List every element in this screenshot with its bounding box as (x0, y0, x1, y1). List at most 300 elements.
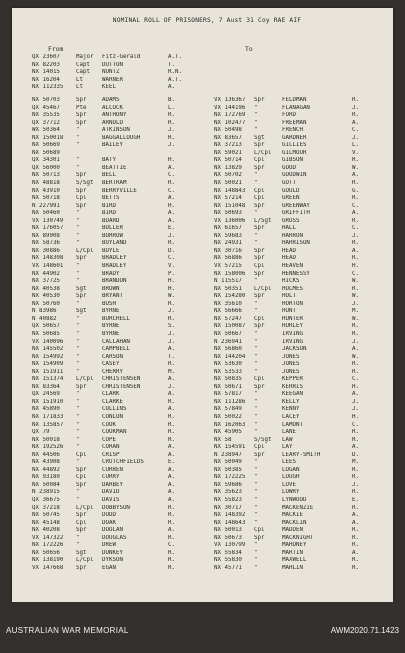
rank: " (254, 504, 258, 511)
roll-entry (32, 452, 190, 460)
surname: MAXWELL (282, 557, 307, 564)
initials: E. (352, 496, 359, 503)
initials: J. (168, 127, 175, 134)
service-number: NX 50703 (32, 97, 60, 103)
surname: BYRNE (102, 323, 120, 330)
roll-entry (32, 157, 190, 165)
rank: " (254, 346, 258, 353)
service-number: NX 151911 (32, 368, 64, 375)
rank: Spr (254, 293, 265, 300)
roll-entry (214, 406, 374, 414)
surname: GOODWIN (282, 172, 307, 179)
surname: CALLAHAN (102, 338, 130, 345)
roll-entry (32, 361, 190, 369)
surname: MACKLIN (282, 519, 307, 526)
roll-entry (32, 69, 190, 77)
service-number: NX 44506 (32, 451, 60, 458)
surname: HENNESSY (282, 270, 310, 277)
surname: KELLY (282, 398, 300, 405)
initials: J. (352, 104, 359, 111)
initials: L. (168, 104, 175, 111)
initials: R. (352, 330, 359, 337)
service-number: VX 147668 (32, 564, 64, 571)
initials: C. (352, 421, 359, 428)
roll-entry (32, 286, 190, 294)
service-number: NX 50013 (214, 527, 242, 534)
initials: C. (352, 202, 359, 209)
rank: Lt (76, 84, 83, 91)
surname: MARTIN (282, 549, 303, 556)
roll-entry (214, 482, 374, 490)
service-number: NX 150087 (214, 323, 246, 330)
surname: HARRON (282, 232, 303, 239)
initials: R. (352, 429, 359, 436)
from-prisoner-list (32, 97, 190, 572)
surname: KERRIS (282, 383, 303, 390)
roll-entry (32, 301, 190, 309)
surname: GOTT (282, 180, 296, 187)
service-number: NX 50693 (214, 210, 242, 217)
rank: " (254, 338, 258, 345)
service-number: NX 61657 (214, 225, 242, 232)
service-number: NX 48818 (32, 180, 60, 187)
roll-entry (214, 346, 374, 354)
initials: A. (168, 496, 175, 503)
rank: " (254, 180, 258, 187)
roll-entry (32, 422, 190, 430)
roll-entry (32, 127, 190, 135)
rank: Spr (254, 323, 265, 330)
initials: J. (352, 338, 359, 345)
surname: MACKIE (282, 512, 303, 519)
surname: DARBEY (102, 481, 123, 488)
initials: D. (352, 451, 359, 458)
rank: " (254, 429, 258, 436)
initials: M. (352, 459, 359, 466)
rank: " (76, 368, 80, 375)
surname: CONLON (102, 413, 123, 420)
initials: H. (168, 278, 175, 285)
rank: Lt (76, 76, 83, 83)
rank: Spr (254, 247, 265, 254)
rank: Spr (76, 119, 87, 126)
rank: " (254, 459, 258, 466)
service-number: NX 50021 (214, 180, 242, 187)
rank: " (76, 413, 80, 420)
rank: " (76, 361, 80, 368)
rank: " (76, 142, 80, 149)
initials: R. (168, 534, 175, 541)
roll-entry (214, 369, 374, 377)
service-number: NX 83657 (214, 134, 242, 141)
service-number: NX 45905 (214, 429, 242, 436)
service-number: NX 37213 (214, 142, 242, 149)
roll-entry (32, 399, 190, 407)
rank: Cpl (76, 451, 87, 458)
roll-entry (214, 535, 374, 543)
roll-entry (214, 271, 374, 279)
roll-entry (214, 384, 374, 392)
initials: R. (168, 557, 175, 564)
initials: R. (352, 489, 359, 496)
rank: " (254, 481, 258, 488)
roll-entry (32, 414, 190, 422)
surname: LAY (282, 444, 293, 451)
service-number: NX 151374 (32, 376, 64, 383)
roll-entry (214, 301, 374, 309)
rank: " (254, 474, 258, 481)
service-number: NX 148392 (214, 512, 246, 519)
rank: " (76, 353, 80, 360)
service-number: NX 35623 (214, 489, 242, 496)
rank: " (254, 232, 258, 239)
service-number: QX 37712 (32, 119, 60, 126)
rank: Spr (76, 527, 87, 534)
to-prisoner-list (214, 97, 374, 572)
service-number: NX 40208 (32, 527, 60, 534)
rank: Spr (76, 383, 87, 390)
surname: LOUGH (282, 474, 300, 481)
surname: HURLEY (282, 323, 303, 330)
initials: R. (168, 315, 175, 322)
service-number: QX 37218 (32, 504, 60, 511)
roll-entry (32, 497, 190, 505)
initials: R. (168, 112, 175, 119)
initials: W. (352, 278, 359, 285)
initials: R. (352, 466, 359, 473)
service-number: NX 162063 (214, 421, 246, 428)
surname: NUNTZ (102, 69, 120, 76)
service-number: QX 50657 (32, 323, 60, 330)
roll-entry (32, 331, 190, 339)
service-number: NX 154280 (214, 293, 246, 300)
surname: CHRISTENSEN (102, 376, 141, 383)
initials: J. (352, 134, 359, 141)
service-number: NX 50745 (32, 512, 60, 519)
surname: Fitz-Gerald (102, 54, 141, 60)
roll-entry (32, 105, 190, 113)
roll-entry (32, 84, 190, 92)
roll-entry (214, 497, 374, 505)
surname: BYRNE (102, 308, 120, 315)
roll-entry (32, 62, 190, 70)
initials: R. (352, 97, 359, 103)
initials: V. (168, 263, 175, 270)
initials: R. (352, 195, 359, 202)
service-number: NX 172226 (32, 542, 64, 549)
rank: " (76, 263, 80, 270)
rank: " (254, 496, 258, 503)
rank: L/Cpl (76, 504, 94, 511)
rank (76, 150, 102, 158)
surname: GILMOUR (282, 149, 307, 156)
roll-entry (32, 150, 190, 158)
service-number: NX 50049 (214, 459, 242, 466)
initials: W. (168, 293, 175, 300)
roll-entry (214, 308, 374, 316)
rank: Spr (76, 564, 87, 571)
initials: J. (168, 330, 175, 337)
rank: " (254, 330, 258, 337)
service-number: NX 55823 (214, 496, 242, 503)
surname: GREENWAY (282, 202, 310, 209)
service-number: NX 13829 (214, 164, 242, 171)
surname: CARSON (102, 353, 123, 360)
initials: H. (168, 202, 175, 209)
service-number: NX 35610 (214, 300, 242, 307)
service-number: NX 44892 (32, 466, 60, 473)
roll-entry (32, 535, 190, 543)
surname: DAVIS (102, 496, 120, 503)
surname: BOYLE (102, 247, 120, 254)
rank: L/Cpl (254, 149, 272, 156)
initials: R. (352, 323, 359, 330)
roll-entry (214, 422, 374, 430)
service-number: NX 176057 (32, 225, 64, 232)
service-number: VX 136006 (214, 217, 246, 224)
initials: A. (352, 444, 359, 451)
roll-entry (214, 437, 374, 445)
service-number: WX 50364 (32, 127, 60, 134)
initials: A. (352, 549, 359, 556)
rank: " (254, 127, 258, 134)
surname: CAMPBELL (102, 346, 130, 353)
rank: " (76, 489, 80, 496)
rank: " (254, 406, 258, 413)
surname: BRADLEY (102, 263, 127, 270)
roll-entry (32, 195, 190, 203)
roll-entry (214, 157, 374, 165)
roll-entry (32, 557, 190, 565)
roll-entry (32, 97, 190, 105)
rank: L/Cpl (76, 247, 94, 254)
service-number: NX 59021 (214, 149, 242, 156)
service-number: NX 43910 (32, 187, 60, 194)
surname: HEAD (282, 247, 296, 254)
roll-entry (32, 210, 190, 218)
roll-entry (32, 263, 190, 271)
rank: Cpl (254, 187, 265, 194)
rank: " (76, 300, 80, 307)
rank: " (254, 361, 258, 368)
surname: CRISP (102, 451, 120, 458)
service-number: NX 56886 (214, 255, 242, 262)
catalogue-number: AWM2020.71.1423 (330, 626, 399, 635)
initials: R. (352, 542, 359, 549)
roll-entry (32, 354, 190, 362)
initials: D. (168, 247, 175, 254)
service-number: QX 45467 (32, 104, 60, 111)
initials: C. (352, 225, 359, 232)
surname: DUTTON (102, 61, 123, 68)
initials: P. (168, 270, 175, 277)
rank: Spr (76, 481, 87, 488)
surname: BELL (102, 172, 116, 179)
service-number: N 115517 (214, 278, 242, 285)
rank: " (76, 534, 80, 541)
initials: H. (352, 383, 359, 390)
initials: A. (168, 481, 175, 488)
initials: A. (352, 519, 359, 526)
service-number: NX 148308 (32, 255, 64, 262)
rank: " (76, 436, 80, 443)
rank: " (254, 564, 258, 571)
rank: " (254, 489, 258, 496)
surname: GIBSON (282, 157, 303, 164)
rank: Sgt (76, 285, 87, 292)
service-number: NX 172225 (214, 474, 246, 481)
roll-entry (214, 399, 374, 407)
roll-entry (214, 195, 374, 203)
roll-entry (32, 271, 190, 279)
rank: S/Sgt (254, 436, 272, 443)
rank: Cpl (254, 195, 265, 202)
roll-entry (32, 120, 190, 128)
surname: LYNWOOD (282, 496, 307, 503)
rank: " (76, 157, 80, 164)
rank: " (254, 368, 258, 375)
service-number: NX 83364 (32, 383, 60, 390)
roll-entry (32, 142, 190, 150)
service-number: NX 44902 (32, 270, 60, 277)
roll-entry (32, 520, 190, 528)
service-number: NX 154591 (214, 444, 246, 451)
service-number: QX 24569 (32, 391, 60, 398)
service-number: NX 144204 (214, 353, 246, 360)
initials: A.T. (168, 54, 182, 60)
service-number: N 83986 (32, 308, 57, 315)
initials: A. (168, 376, 175, 383)
surname: EGAN (102, 564, 116, 571)
rank: " (76, 270, 80, 277)
rank: " (76, 444, 80, 451)
initials: J. (352, 406, 359, 413)
roll-entry (32, 406, 190, 414)
initials: R. (352, 157, 359, 164)
service-number: NX 58736 (32, 240, 60, 247)
surname: WARNER (102, 76, 123, 83)
surname: IRVING (282, 338, 303, 345)
roll-entry (214, 361, 374, 369)
roll-entry (214, 210, 374, 218)
rank: Spr (254, 202, 265, 209)
service-number: NX 93180 (32, 474, 60, 481)
roll-entry (214, 391, 374, 399)
service-number: NX 138190 (32, 557, 64, 564)
roll-entry (32, 316, 190, 324)
roll-entry (32, 391, 190, 399)
initials: C. (168, 255, 175, 262)
rank: " (76, 164, 80, 171)
initials: W. (352, 315, 359, 322)
roll-entry (214, 165, 374, 173)
roll-entry (32, 278, 190, 286)
rank: " (76, 134, 80, 141)
service-number: NX 50460 (32, 210, 60, 217)
surname: LAMONT (282, 421, 303, 428)
service-number: NX 50760 (32, 300, 60, 307)
initials: J. (168, 338, 175, 345)
rank: " (76, 391, 80, 398)
initials: A.T. (168, 76, 182, 83)
roll-entry (214, 557, 374, 565)
rank: " (76, 323, 80, 330)
initials: C. (168, 187, 175, 194)
surname: FORD (282, 112, 296, 119)
initials: J. (168, 308, 175, 315)
rank: Spr (254, 225, 265, 232)
initials: H. (168, 157, 175, 164)
roll-entry (214, 240, 374, 248)
rank: " (254, 210, 258, 217)
surname: FELDMAN (282, 97, 307, 103)
surname: HICKS (282, 278, 300, 285)
service-number: QX 34301 (32, 157, 60, 164)
initials: A. (168, 164, 175, 171)
rank: " (254, 512, 258, 519)
initials: A. (352, 247, 359, 254)
service-number: VX 130799 (214, 542, 246, 549)
service-number: NX 50685 (32, 330, 60, 337)
initials: J. (168, 383, 175, 390)
surname: GOULD (282, 187, 300, 194)
initials: S. (168, 323, 175, 330)
roll-entry (214, 542, 374, 550)
surname: HUNT (282, 308, 296, 315)
rank: Spr (254, 534, 265, 541)
roll-entry (32, 550, 190, 558)
initials: A. (168, 527, 175, 534)
roll-entry (214, 233, 374, 241)
roll-entry (32, 482, 190, 490)
surname: BETTS (102, 195, 120, 202)
service-number: VX 144196 (214, 104, 246, 111)
roll-entry (214, 376, 374, 384)
roll-entry (214, 339, 374, 347)
initials: A. (168, 346, 175, 353)
initials: R. (168, 180, 175, 187)
rank: " (254, 112, 258, 119)
rank: Cpl (76, 195, 87, 202)
rank: Capt (76, 61, 90, 68)
surname: DREW (102, 542, 116, 549)
surname: DOAK (102, 519, 116, 526)
rank: L/Cpl (76, 376, 94, 383)
roll-entry (32, 203, 190, 211)
to-column-label: To (245, 45, 253, 53)
surname: MADDEN (282, 527, 303, 534)
rank: Spr (76, 293, 87, 300)
roll-entry (214, 112, 374, 120)
service-number: NX 55834 (214, 549, 242, 556)
initials: R. (352, 557, 359, 564)
rank: Spr (76, 172, 87, 179)
surname: GROSS (282, 217, 300, 224)
initials: A. (168, 451, 175, 458)
service-number: NX 150018 (32, 134, 64, 141)
initials: J. (168, 232, 175, 239)
initials: R. (168, 119, 175, 126)
service-number: NX 111286 (214, 398, 246, 405)
roll-entry (32, 293, 190, 301)
rank: " (76, 232, 80, 239)
service-number: N 238947 (214, 451, 242, 458)
roll-entry (214, 203, 374, 211)
service-number: QX 56000 (32, 164, 60, 171)
initials: R. (168, 421, 175, 428)
initials: A. (352, 346, 359, 353)
roll-entry (32, 512, 190, 520)
